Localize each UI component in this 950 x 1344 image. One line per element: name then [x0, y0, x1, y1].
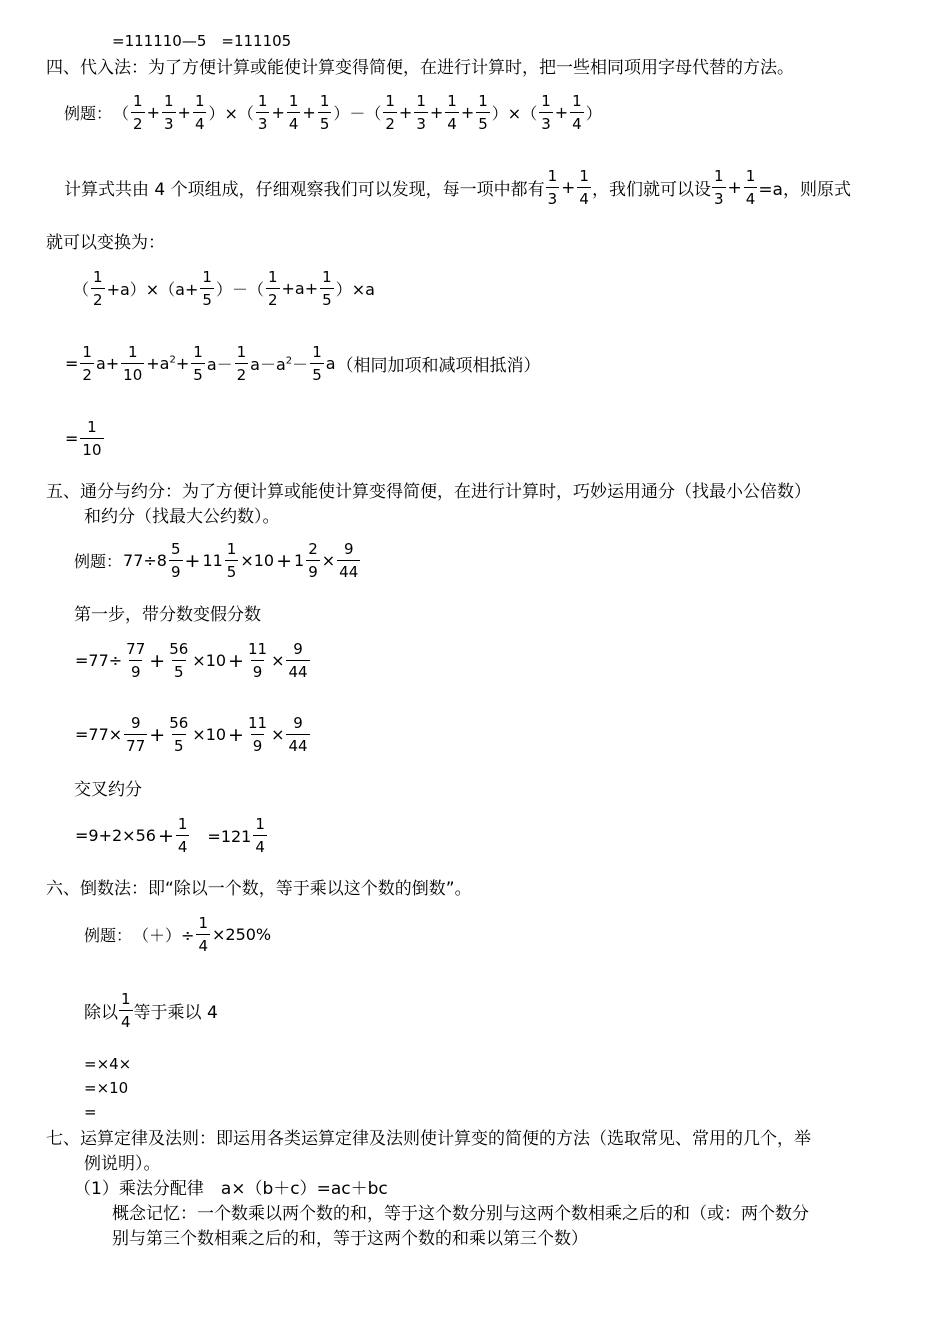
section-7-item-1: （1）乘法分配律 a×（b＋c）=ac＋bc: [74, 1179, 388, 1199]
section-6-divide-note: 除以 $\frac{1}{4}$ 等于乘以 4: [84, 990, 218, 1031]
section-5-example: 例题： 77÷8 $\frac{5}{9}$ + 11 $\frac{1}{5}$ ×10 + 1 $\frac{2}{9}$ × $\frac{9}{44}$: [74, 540, 359, 581]
section-6-example: 例题： （＋）÷ $\frac{1}{4}$ ×250%: [84, 914, 272, 955]
section-4-example: 例题： （ $\frac{1}{2}$ + $\frac{1}{3}$ + $\frac{1}{4}$ ）×（ $\frac{1}{3}$ + $\frac{1}{4}$ + $\frac{1}{5}$ ）－（ $\frac{1}{2}$ + $\frac{1}{3}$ + $\frac{1}{4}$ + $\frac{1}{5}$ ）×（ $\frac{1}{3}$ + $\frac{1}{4}$ ）: [64, 92, 602, 133]
section-4-explanation-cont: 就可以变换为：: [46, 233, 165, 253]
section-4-substitution: （ $\frac{1}{2}$ +a）×（a+ $\frac{1}{5}$ ）－（ $\frac{1}{2}$ +a+ $\frac{1}{5}$ ）×a: [73, 268, 375, 309]
section-7-title: 七、运算定律及法则：即运用各类运算定律及法则使计算变的简便的方法（选取常见、常用的几个，举: [46, 1129, 811, 1149]
section-7-title-cont: 例说明）。: [84, 1154, 161, 1174]
section-6-step-1: =×4×: [84, 1055, 132, 1073]
section-5-step-1: 第一步，带分数变假分数: [74, 605, 261, 625]
section-4-title: 四、代入法：为了方便计算或能使计算变得简便，在进行计算时，把一些相同项用字母代替的方法。: [46, 58, 794, 78]
section-5-title: 五、通分与约分：为了方便计算或能使计算变得简便，在进行计算时，巧妙运用通分（找最小公倍数）: [46, 482, 811, 502]
section-6-step-3: =: [84, 1103, 97, 1121]
section-5-line-1: =77÷ $\frac{77}{9}$ + $\frac{56}{5}$ ×10 + $\frac{11}{9}$ × $\frac{9}{44}$: [75, 640, 308, 681]
section-7-concept-cont: 别与第三个数相乘之后的和，等于这两个数的和乘以第三个数）: [112, 1229, 588, 1249]
section-4-expansion: = $\frac{1}{2}$ a+ $\frac{1}{10}$ $+a^2+$ $\frac{1}{5}$ a－ $\frac{1}{2}$ $a-a^2-$ $\frac{1}{5}$ a （相同加项和减项相抵消）: [65, 343, 541, 384]
section-6-title: 六、倒数法：即“除以一个数，等于乘以这个数的倒数”。: [46, 879, 472, 899]
section-5-step-2: 交叉约分: [74, 780, 142, 800]
section-5-title-cont: 和约分（找最大公约数）。: [84, 507, 280, 527]
section-4-explanation: 计算式共由 4 个项组成，仔细观察我们可以发现，每一项中都有 $\frac{1}{3}$ + $\frac{1}{4}$ ，我们就可以设 $\frac{1}{3}$ + $\frac{1}{4}$ =a，则原式: [64, 167, 851, 208]
section-4-result: = $\frac{1}{10}$: [65, 418, 102, 459]
section-7-concept: 概念记忆：一个数乘以两个数的和，等于这个数分别与这两个数相乘之后的和（或：两个数分: [112, 1204, 809, 1224]
top-equation: =111110—5 =111105: [112, 32, 292, 50]
section-5-line-2: =77× $\frac{9}{77}$ + $\frac{56}{5}$ ×10 + $\frac{11}{9}$ × $\frac{9}{44}$: [75, 714, 308, 755]
section-6-step-2: =×10: [84, 1079, 129, 1097]
section-5-result: =9+2×56 + $\frac{1}{4}$ =121 $\frac{1}{4}$: [75, 815, 265, 856]
